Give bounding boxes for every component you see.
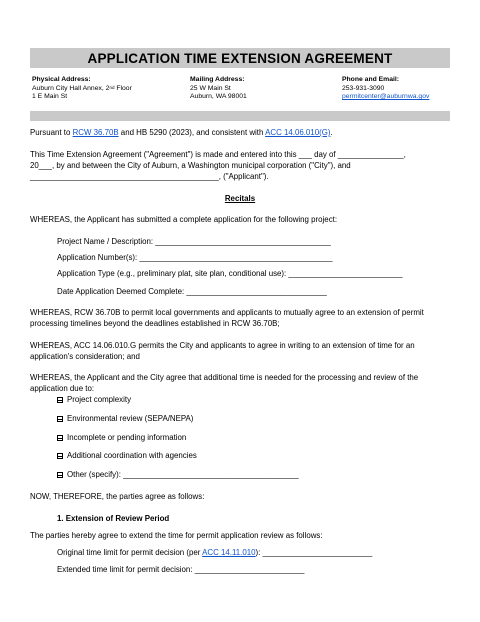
- title-bar: [30, 48, 450, 68]
- reason-item[interactable]: Environmental review (SEPA/NEPA): [57, 413, 193, 424]
- application-number-field[interactable]: Application Number(s): ____________________________________________: [57, 253, 333, 262]
- physical-address-block: [32, 76, 132, 102]
- document-title: APPLICATION TIME EXTENSION AGREEMENT: [87, 50, 393, 66]
- physical-address-heading: Physical Address:: [32, 76, 91, 83]
- recitals-heading: Recitals: [224, 194, 256, 203]
- reason-item[interactable]: Additional coordination with agencies: [57, 450, 197, 461]
- acc-link[interactable]: ACC 14.06.010(G): [265, 128, 331, 137]
- mailing-address-heading: Mailing Address:: [190, 76, 245, 83]
- intro-paragraph: Pursuant to RCW 36.70B and HB 5290 (2023), and consistent with ACC 14.06.010(G).: [30, 128, 333, 137]
- physical-address-line2: 1 E Main St: [32, 93, 68, 101]
- whereas-paragraph-4: WHEREAS, the Applicant and the City agree that additional time is needed for the processing and review of the application due to:: [30, 373, 419, 393]
- whereas-paragraph-1: WHEREAS, the Applicant has submitted a complete application for the following project:: [30, 215, 338, 224]
- mailing-address-block: [190, 76, 247, 102]
- phone-number: 253-931-3090: [342, 84, 385, 92]
- application-type-field[interactable]: Application Type (e.g., preliminary plat, site plan, conditional use): __________________________: [57, 269, 403, 278]
- date-complete-field[interactable]: Date Application Deemed Complete: ________________________________: [57, 287, 327, 296]
- agreement-line2: 20___, by and between the City of Auburn, a Washington municipal corporation ("City"), and: [30, 161, 351, 170]
- project-name-field[interactable]: Project Name / Description: ________________________________________: [57, 237, 331, 246]
- reason-item[interactable]: Other (specify): ________________________________________: [57, 469, 299, 480]
- agreement-line1: This Time Extension Agreement ("Agreement") is made and entered into this ___ day of _______________,: [30, 150, 406, 159]
- mailing-address-line1: 25 W Main St: [190, 84, 231, 92]
- whereas-paragraph-2: WHEREAS, RCW 36.70B to permit local governments and applicants to mutually agree to an extension of permit processing timelines beyond the deadlines established in RCW 36.70B;: [30, 308, 424, 328]
- section1-text: The parties hereby agree to extend the time for permit application review as follows:: [30, 531, 323, 540]
- phone-email-block: [342, 76, 429, 102]
- rcw-link[interactable]: RCW 36.70B: [72, 128, 119, 137]
- reason-item[interactable]: Project complexity: [57, 394, 131, 405]
- original-time-limit-field[interactable]: Original time limit for permit decision (per ACC 14.11.010): _________________________: [57, 548, 373, 557]
- checkbox-icon[interactable]: [57, 453, 63, 459]
- email-link[interactable]: permitcenter@auburnwa.gov: [342, 93, 430, 101]
- mailing-address-line2: Auburn, WA 98001: [190, 93, 247, 101]
- checkbox-icon[interactable]: [57, 435, 63, 441]
- checkbox-icon[interactable]: [57, 472, 63, 478]
- whereas-paragraph-3: WHEREAS, ACC 14.06.010.G permits the City and applicants to agree in writing to an extension of time for an application's consideration; and: [30, 341, 415, 361]
- divider-band: [30, 111, 450, 121]
- acc-14-11-010-link[interactable]: ACC 14.11.010: [202, 548, 256, 557]
- reason-item[interactable]: Incomplete or pending information: [57, 432, 186, 443]
- extended-time-limit-field[interactable]: Extended time limit for permit decision: _________________________: [57, 565, 305, 574]
- phone-email-heading: Phone and Email:: [342, 76, 400, 83]
- agreement-line3: ___________________________________________, ("Applicant").: [30, 172, 269, 181]
- section1-heading: 1. Extension of Review Period: [57, 514, 170, 523]
- physical-address-line1: Auburn City Hall Annex, 2nd Floor: [32, 84, 132, 92]
- checkbox-icon[interactable]: [57, 397, 63, 403]
- now-therefore-paragraph: NOW, THEREFORE, the parties agree as follows:: [30, 492, 205, 501]
- checkbox-icon[interactable]: [57, 416, 63, 422]
